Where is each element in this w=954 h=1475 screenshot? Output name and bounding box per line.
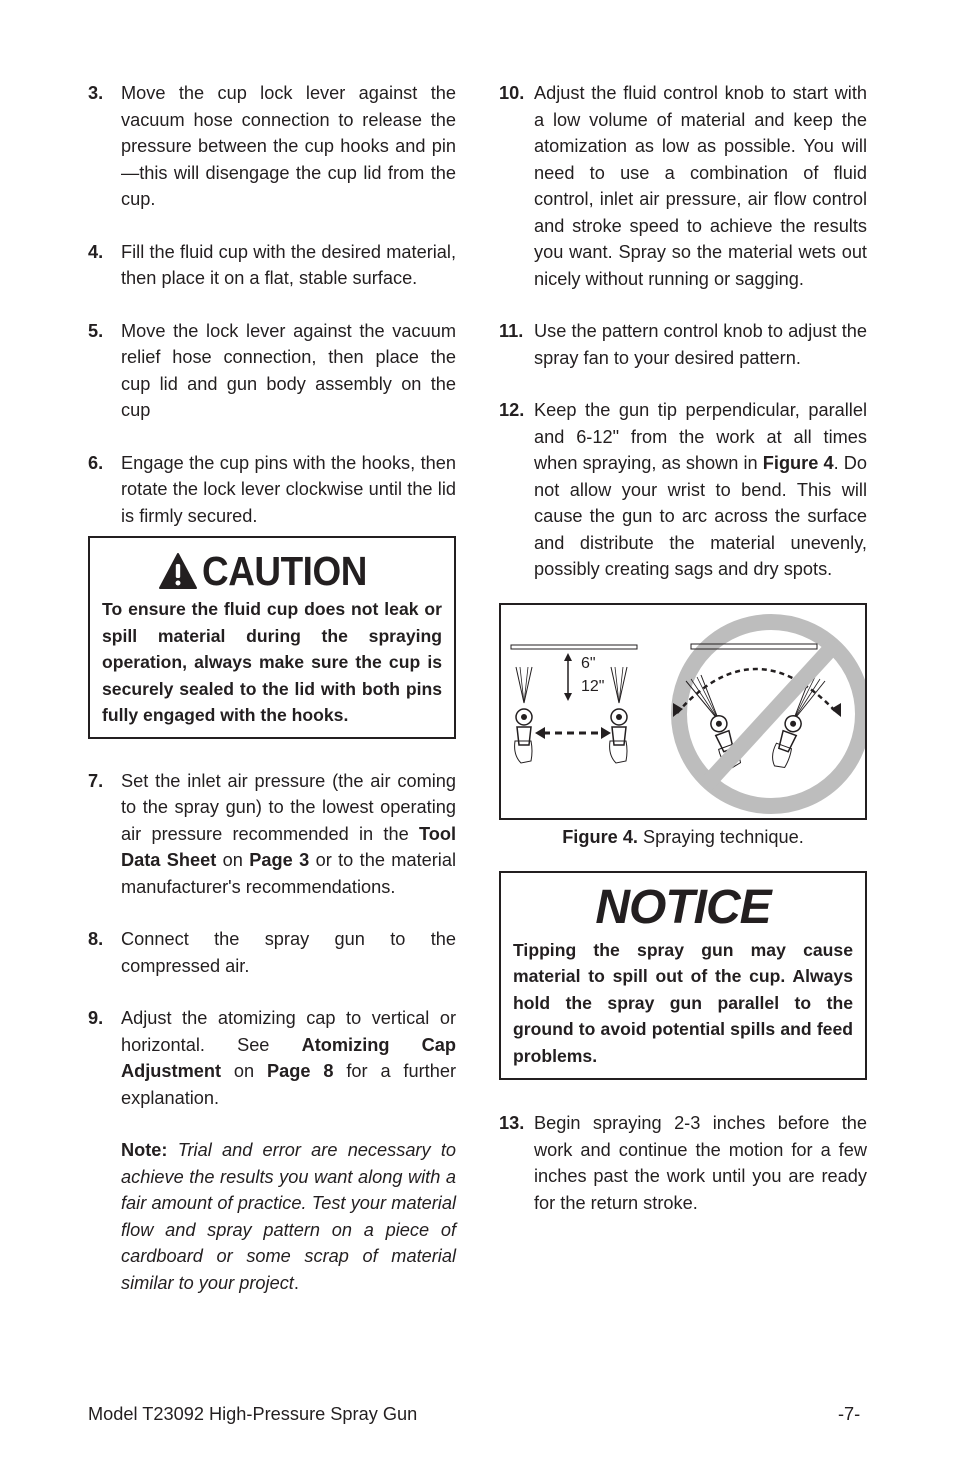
step-text: Begin spraying 2-3 inches before the work and continue the motion for a few inches past the work until you are ready for the return stroke. xyxy=(534,1113,867,1213)
note-label: Note: xyxy=(121,1140,168,1160)
incorrect-technique-drawing xyxy=(673,622,863,806)
step-10 xyxy=(499,80,867,292)
distance-label-12-inch: 12" xyxy=(581,677,605,695)
step-number: 3. xyxy=(88,83,104,103)
step-11 xyxy=(499,318,867,371)
step-7 xyxy=(88,768,456,901)
figure-caption-text: Spraying technique. xyxy=(637,826,804,847)
step-text: Adjust the atomizing cap to vertical or horizontal. See Atomizing Cap Adjustment on Page 8 for a further explanation. xyxy=(121,1008,457,1108)
step-number: 11. xyxy=(499,321,524,341)
notice-text: Tipping the spray gun may cause material to spill out of the cup. Always hold the spray gun parallel to the ground to avoid potential spills and feed problems. xyxy=(513,939,853,1066)
step-number: 7. xyxy=(88,770,104,791)
step-text: Adjust the fluid control knob to start with a low volume of material and keep the atomization as low as possible. You will need to use a combination of fluid control, inlet air pressure, air flow control and stroke speed to achieve the results you want. Spray so the material wets out nicely without running or sagging. xyxy=(534,83,867,289)
atomizing-cap-reference: Atomizing Cap Adjustment xyxy=(121,1034,456,1081)
step-text: Engage the cup pins with the hooks, then rotate the lock lever clockwise until the lid is firmly secured. xyxy=(121,452,456,526)
right-column xyxy=(499,80,867,1242)
spraying-technique-illustration xyxy=(501,605,865,818)
correct-technique-drawing xyxy=(511,645,637,763)
step-text: Keep the gun tip perpendicular, parallel and 6-12" from the work at all times when spraying, as shown in Figure 4. Do not allow your wrist to bend. This will cause the gun to arc across the surface and distribute the material unevenly, possibly creating sags and dry spots. xyxy=(534,400,868,579)
distance-label-6-inch: 6" xyxy=(581,654,596,672)
figure-4-illustration xyxy=(499,603,867,820)
caution-box xyxy=(88,536,456,739)
tool-data-sheet-reference: Tool Data Sheet xyxy=(121,823,456,870)
step-13 xyxy=(499,1110,867,1216)
figure-caption xyxy=(499,825,867,849)
step-number: 8. xyxy=(88,929,104,949)
step-number: 6. xyxy=(88,452,104,473)
notice-box xyxy=(499,871,867,1081)
step-3 xyxy=(88,80,456,213)
note: Note: Trial and error are necessary to achieve the results you want along with a fair amount of practice. Test your material flow and spray pattern on a piece of cardboard or some scrap of material similar to your project. xyxy=(121,1140,456,1293)
step-8 xyxy=(88,926,456,979)
step-number: 12. xyxy=(499,400,525,420)
notice-title: NOTICE xyxy=(595,880,771,934)
step-text: Move the cup lock lever against the vacuum hose connection to release the pressure between the cup hooks and pin—this will disengage the cup lid from the cup. xyxy=(121,83,456,209)
step-number: 4. xyxy=(88,241,104,262)
step-text: Move the lock lever against the vacuum relief hose connection, then place the cup lid and gun body assembly on the cup xyxy=(121,320,456,420)
left-column xyxy=(88,80,456,1322)
footer-model-name: Model T23092 High-Pressure Spray Gun xyxy=(88,1404,418,1424)
step-number: 13. xyxy=(499,1113,525,1133)
step-number: 10. xyxy=(499,83,525,103)
figure-caption-label: Figure 4. xyxy=(562,826,638,847)
page-reference: Page 8 xyxy=(267,1061,334,1081)
page-number: -7- xyxy=(838,1404,861,1424)
step-9 xyxy=(88,1005,456,1296)
caution-text: To ensure the fluid cup does not leak or spill material during the spraying operation, always make sure the cup is securely sealed to the lid with both pins fully engaged with the hooks. xyxy=(102,599,442,725)
step-12 xyxy=(499,397,867,583)
caution-title: CAUTION xyxy=(202,548,368,594)
caution-header xyxy=(102,548,442,594)
step-number: 5. xyxy=(88,320,104,341)
step-text: Connect the spray gun to the compressed air. xyxy=(121,929,456,976)
step-text: Use the pattern control knob to adjust the spray fan to your desired pattern. xyxy=(534,321,867,368)
warning-triangle-icon xyxy=(158,552,198,590)
step-4 xyxy=(88,239,456,292)
step-number: 9. xyxy=(88,1008,104,1028)
step-text: Set the inlet air pressure (the air coming to the spray gun) to the lowest operating air pressure recommended in the Tool Data Sheet on Page 3 or to the material manufacturer's recommendations. xyxy=(121,770,456,897)
step-text: Fill the fluid cup with the desired material, then place it on a flat, stable surface. xyxy=(121,241,456,288)
page-reference: Page 3 xyxy=(249,850,310,870)
step-5 xyxy=(88,318,456,424)
figure-reference: Figure 4 xyxy=(762,453,834,473)
note-text: Trial and error are necessary to achieve the results you want along with a fair amount of practice. Test your material flow and spray pattern on a piece of cardboard or some scrap of material similar to your project xyxy=(121,1140,456,1293)
step-6 xyxy=(88,450,456,530)
